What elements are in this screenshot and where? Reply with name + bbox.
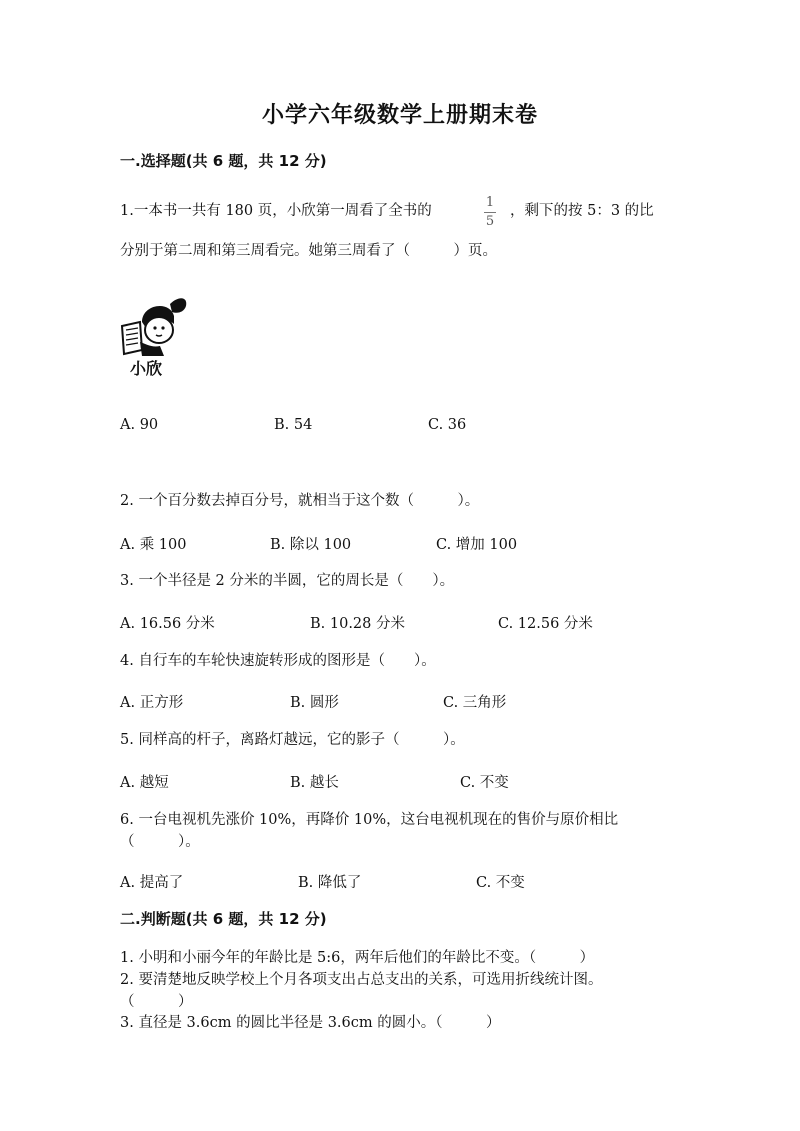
q4-option-c[interactable]: C. 三角形 — [443, 695, 507, 711]
q4-option-a[interactable]: A. 正方形 — [120, 695, 184, 711]
figure-label: 小欣 — [130, 359, 163, 378]
q1-option-a[interactable]: A. 90 — [120, 417, 159, 433]
q6-line1: 6. 一台电视机先涨价 10%，再降价 10%，这台电视机现在的售价与原价相比 — [120, 812, 619, 828]
q3-option-b[interactable]: B. 10.28 分米 — [310, 616, 405, 632]
q5-text: 5. 同样高的杆子，离路灯越远，它的影子（ ）。 — [120, 732, 465, 748]
fraction-bar — [484, 212, 496, 213]
q2-option-c[interactable]: C. 增加 100 — [436, 537, 518, 553]
page-title: 小学六年级数学上册期末卷 — [261, 103, 538, 128]
q3-text: 3. 一个半径是 2 分米的半圆，它的周长是（ ）。 — [120, 573, 455, 589]
q2-option-a[interactable]: A. 乘 100 — [120, 537, 187, 553]
q3-option-a[interactable]: A. 16.56 分米 — [120, 616, 215, 632]
q2-option-b[interactable]: B. 除以 100 — [270, 537, 352, 553]
q5-option-c[interactable]: C. 不变 — [460, 775, 509, 791]
q1-line1-a: 1.一本书一共有 180 页，小欣第一周看了全书的 — [120, 203, 432, 219]
q5-option-b[interactable]: B. 越长 — [290, 775, 339, 791]
q6-option-b[interactable]: B. 降低了 — [298, 875, 362, 891]
q5-option-a[interactable]: A. 越短 — [120, 775, 169, 791]
fraction-numerator: 1 — [485, 195, 495, 210]
section-heading-judgement: 二.判断题(共 6 题，共 12 分) — [120, 910, 327, 928]
q6-option-c[interactable]: C. 不变 — [476, 875, 525, 891]
fraction-denominator: 5 — [485, 214, 495, 229]
q1-option-b[interactable]: B. 54 — [274, 417, 313, 433]
q2-text: 2. 一个百分数去掉百分号，就相当于这个数（ ）。 — [120, 493, 480, 509]
girl-reading-icon — [112, 292, 202, 362]
q3-option-c[interactable]: C. 12.56 分米 — [498, 616, 593, 632]
judge-2-line1: 2. 要清楚地反映学校上个月各项支出占总支出的关系，可选用折线统计图。 — [120, 972, 603, 988]
fraction-one-fifth — [480, 196, 500, 229]
q1-line1-b: ，剩下的按 5：3 的比 — [510, 203, 654, 219]
q6-option-a[interactable]: A. 提高了 — [120, 875, 184, 891]
section-heading-choice: 一.选择题(共 6 题，共 12 分) — [120, 152, 327, 170]
judge-2-line2: （ ） — [120, 994, 193, 1010]
q4-text: 4. 自行车的车轮快速旋转形成的图形是（ ）。 — [120, 653, 436, 669]
judge-3: 3. 直径是 3.6cm 的圆比半径是 3.6cm 的圆小。（ ） — [120, 1015, 501, 1031]
q6-line2: （ ）。 — [120, 834, 200, 850]
judge-1: 1. 小明和小丽今年的年龄比是 5:6，两年后他们的年龄比不变。（ ） — [120, 950, 595, 966]
q1-line2: 分别于第二周和第三周看完。她第三周看了（ ）页。 — [120, 243, 497, 259]
q1-option-c[interactable]: C. 36 — [428, 417, 467, 433]
q4-option-b[interactable]: B. 圆形 — [290, 695, 339, 711]
